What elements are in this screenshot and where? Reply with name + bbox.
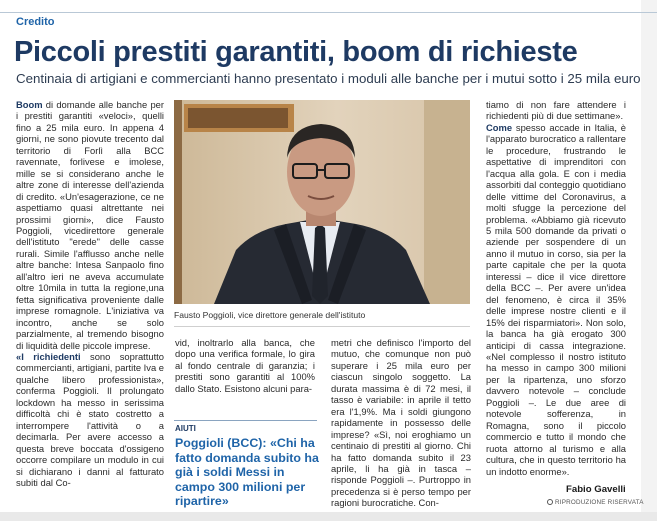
sidebar-box-rule <box>174 420 317 421</box>
body-text: di domande alle banche per i prestiti garantiti «veloci», quelli fino a 25 mila euro. In appena 4 giorni, ne sono piovute trecento dal territorio di Forlì alla BCC ravennate, forlivese e imolese, mille se si considerano anche le altre zone di interesse dell'azienda di credito. «Un'esagerazione, ce ne aspettiamo quasi altrettante nei prossimi giorni», dice Fausto Poggioli, vicedirettore generale dell'istituto "erede" delle casse rurali. Simile l'afflusso anche nelle altre banche: Intesa Sanpaolo fino all'altro ieri ne aveva accumulate oltre 10mila in tutta la regione,una fetta significativa proveniente dalle imprese romagnole. L'iniziativa va incontro, anche se solo parzialmente, al tremendo bisogno di liquidità delle piccole imprese. <box>16 99 164 351</box>
copyright-text: RIPRODUZIONE RISERVATA <box>555 499 644 506</box>
body-text: spesso accade in Italia, è l'apparato burocratico a rallentare le procedure, frustrando le aspettative di imprenditori con l'acqua alla gola. E con i media assorbiti dal conteggio quotidiano delle vittime del Coronavirus, a molti sfugge la percezione del problema. «Abbiamo già ricevuto 5 mila 500 domande da privati o aziende per sospendere di un anno il mutuo in corso, sia per la parte capitale che per la quota interessi – dice il vice direttore della BCC –. Per avere un'idea del fenomeno, è circa il 35% delle imprese nostre clienti e il 15% dei risparmiatori». Non solo, la banca ha già erogato 300 anticipi di cassa integrazione. «Nel complesso il nostro istituto ha messo in campo 300 milioni per la ripartenza, uno sforzo davvero notevole – conclude Poggioli –. Le due aree di notevole sofferenza, in Romagna, sono il piccolo commercio e tutto il mondo che ruota attorno al turismo e alla cultura, che in questo territorio ha un indotto enorme». <box>486 121 626 477</box>
article-column-1 <box>16 99 164 488</box>
copyright-notice <box>547 499 644 506</box>
copyright-icon <box>547 499 553 505</box>
wall-shadow <box>424 100 470 304</box>
portrait-photo <box>174 100 470 304</box>
portrait-illustration <box>174 100 470 304</box>
page-bottom-edge <box>0 512 657 521</box>
lead-word: Boom <box>16 99 43 110</box>
body-text: tiamo di non fare attendere i richiedenti più di due settimane». <box>486 99 626 122</box>
caption-rule <box>174 326 470 327</box>
sidebar-box-label: AIUTI <box>175 424 196 433</box>
lead-word: Come <box>486 121 513 133</box>
body-text: vid, inoltrarlo alla banca, che dopo una verifica formale, lo gira al fondo centrale di garanzia; i prestiti sono garantiti al 100% dallo Stato. Esistono alcuni para- <box>175 337 315 394</box>
article-column-2 <box>175 337 315 394</box>
headline: Piccoli prestiti garantiti, boom di richieste <box>14 36 578 68</box>
lead-word: «I richiedenti <box>16 350 81 362</box>
picture-frame-inner <box>188 108 288 128</box>
photo-caption: Fausto Poggioli, vice direttore generale dell'istituto <box>174 310 366 320</box>
body-text: sono soprattutto commercianti, artigiani, partite Iva e qualche libero professionista», conferma Poggioli. Il prolungato lockdown ha messo in serissima difficoltà chi è stato costretto a interrompere l'attività o a decimarla. Per avere accesso a questa breve boccata d'ossigeno occorre compilare un modulo in cui si dichiarano i danni al fatturato subiti dal Co- <box>16 350 165 488</box>
article-column-4 <box>486 99 626 477</box>
section-rule <box>0 12 657 26</box>
picture-frame-left <box>174 100 182 304</box>
sidebar-box-title: Poggioli (BCC): «Chi ha fatto domanda subito ha già i soldi Messi in campo 300 milioni per ripartire» <box>175 436 319 509</box>
article-column-3 <box>331 337 471 509</box>
body-text: metri che definisco l'importo del mutuo, che comunque non può superare i 25 mila euro per ciascun singolo soggetto. La durata massima è di 72 mesi, il tasso è variabile: in aprile il tetto era l'1,9%. Ma i soldi giungono rapidamente in possesso delle imprese? «Sì, noi eroghiamo un centinaio di prestiti al giorno. Chi ha fatto domanda subito il 23 aprile, li ha già in tasca – risponde Poggioli –. Purtroppo in precedenza si è perso tempo per ragioni burocratiche. Con- <box>331 337 471 509</box>
byline: Fabio Gavelli <box>566 484 626 495</box>
section-label: Credito <box>16 16 55 28</box>
subheadline: Centinaia di artigiani e commercianti hanno presentato i moduli alle banche per i mutui sotto i 25 mila euro <box>16 71 641 86</box>
